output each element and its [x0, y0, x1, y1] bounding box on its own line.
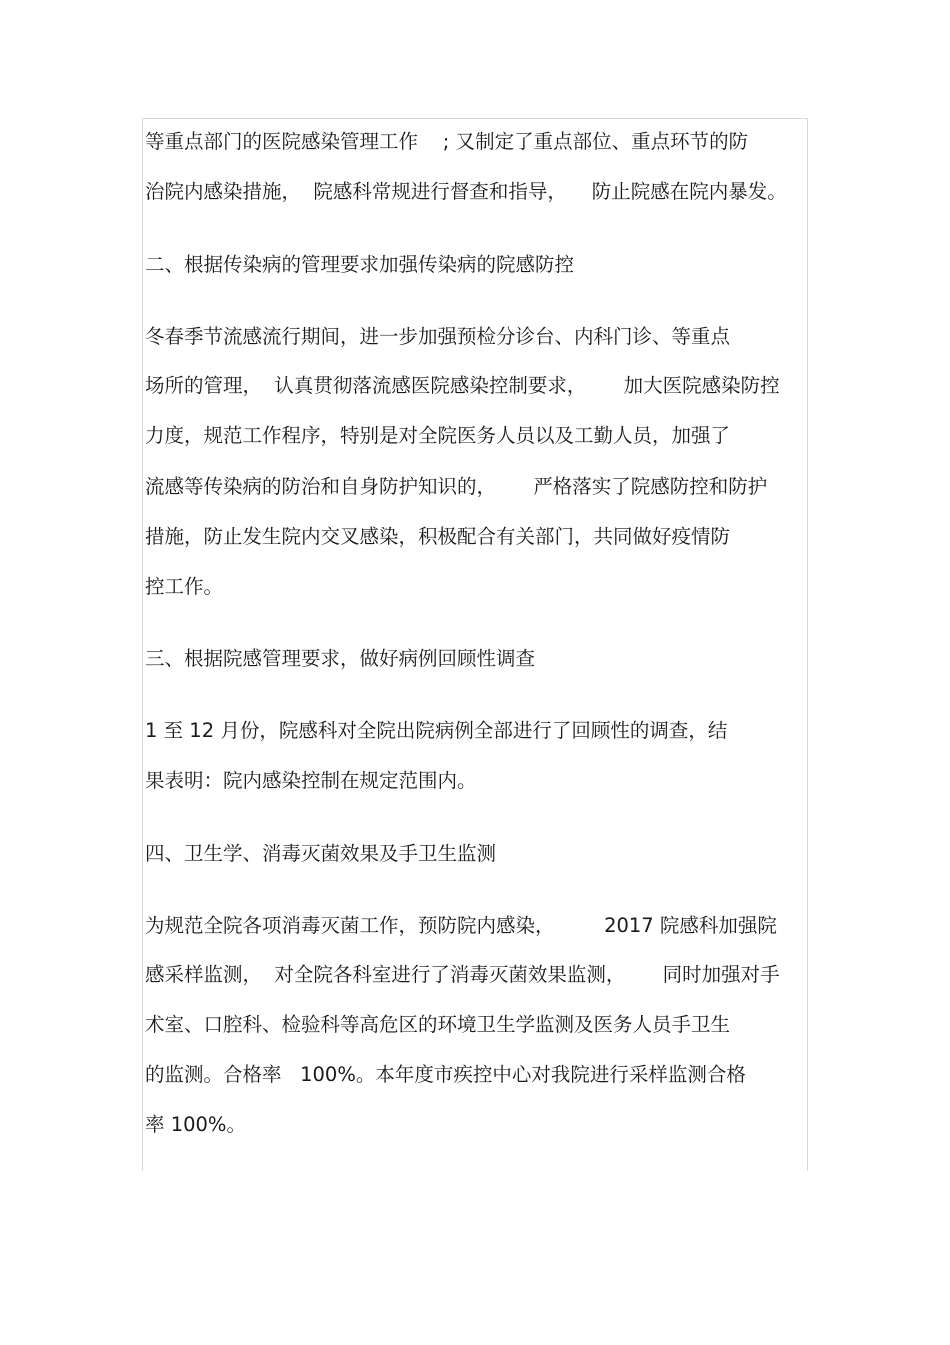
paragraph-4-line-4: 的监测。合格率 100%。本年度市疾控中心对我院进行采样监测合格 [145, 1063, 746, 1086]
paragraph-4-line-5: 率 100%。 [145, 1113, 246, 1136]
section-heading-2: 二、根据传染病的管理要求加强传染病的院感防控 [145, 253, 575, 276]
section-heading-3: 三、根据院感管理要求，做好病例回顾性调查 [145, 647, 536, 670]
paragraph-2-line-5: 措施，防止发生院内交叉感染，积极配合有关部门，共同做好疫情防 [145, 525, 731, 548]
paragraph-4-line-1: 为规范全院各项消毒灭菌工作，预防院内感染， 2017 院感科加强院 [145, 914, 777, 937]
paragraph-1-line-2: 治院内感染措施， 院感科常规进行督查和指导， 防止院感在院内暴发。 [145, 180, 787, 203]
paragraph-2-line-3: 力度，规范工作程序，特别是对全院医务人员以及工勤人员，加强了 [145, 424, 731, 447]
paragraph-3-line-1: 1 至 12 月份，院感科对全院出院病例全部进行了回顾性的调查，结 [145, 719, 728, 742]
paragraph-2-line-6: 控工作。 [145, 575, 224, 598]
paragraph-4-line-3: 术室、口腔科、检验科等高危区的环境卫生学监测及医务人员手卫生 [145, 1013, 731, 1036]
paragraph-2-line-2: 场所的管理， 认真贯彻落流感医院感染控制要求， 加大医院感染防控 [145, 374, 780, 397]
paragraph-3-line-2: 果表明：院内感染控制在规定范围内。 [145, 769, 477, 792]
paragraph-2-line-1: 冬春季节流感流行期间，进一步加强预检分诊台、内科门诊、等重点 [145, 325, 731, 348]
paragraph-4-line-2: 感采样监测， 对全院各科室进行了消毒灭菌效果监测， 同时加强对手 [145, 963, 780, 986]
paragraph-1-line-1: 等重点部门的医院感染管理工作 ; 又制定了重点部位、重点环节的防 [145, 130, 749, 153]
section-heading-4: 四、卫生学、消毒灭菌效果及手卫生监测 [145, 842, 497, 865]
paragraph-2-line-4: 流感等传染病的防治和自身防护知识的， 严格落实了院感防控和防护 [145, 475, 768, 498]
